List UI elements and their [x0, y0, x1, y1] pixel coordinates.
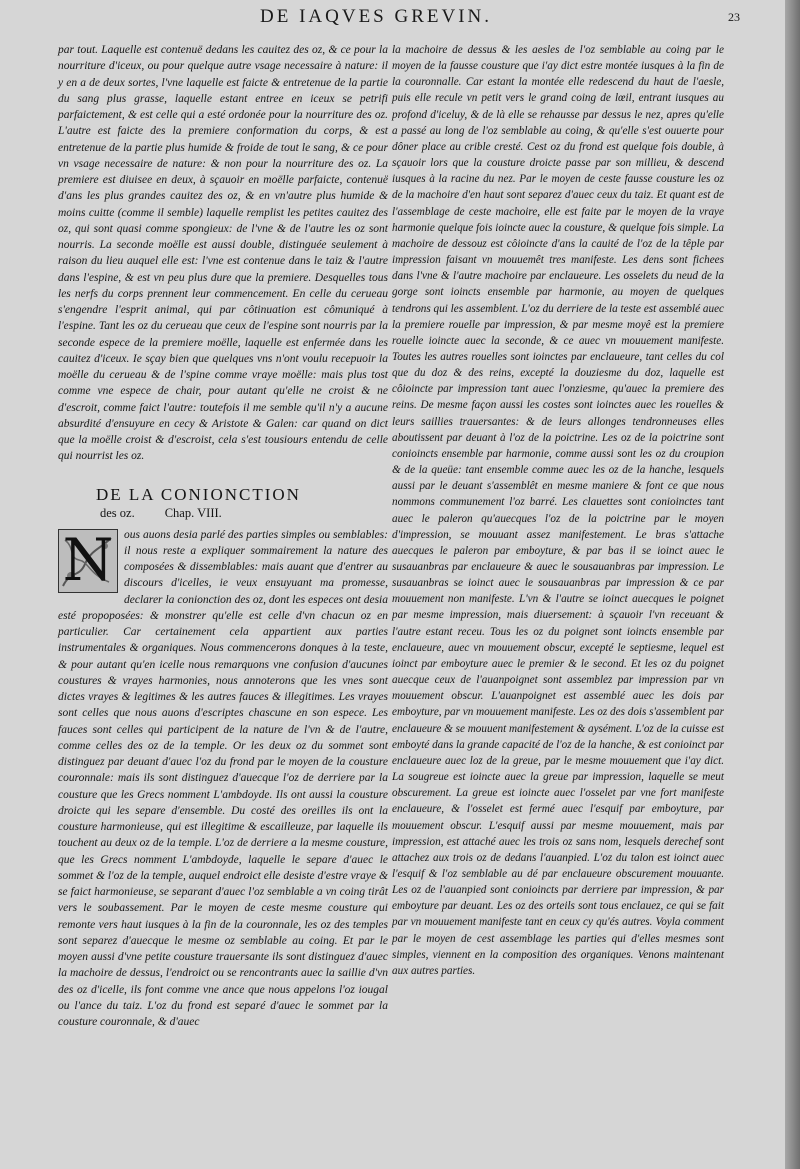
book-gutter-edge — [785, 0, 800, 1169]
paragraph-marrow: par tout. Laquelle est contenuë dedans les cauitez des oz, & ce pour la nourriture d'iceux, ou pour quelque autre vsage necessaire à nature: il y en a de deux sortes, l'vne laquelle est faicte & entretenue de la partie du sang plus grasse, laquelle estant entree en iceux se petrifi parfaictement, & est celle qui a esté ordonée pour la nourriture des oz. L'autre est faicte des la premiere conformation du corps, & est entretenue de la partie plus humide & froide de tout le sang, & ce pour vn vsage necessaire de nature: & non pour la nourriture des oz. La premiere est diuisee en deux, à sçauoir en moëlle parfaicte, contenuë d'ans les plus grandes cauitez des oz, & en vn'autre plus humide & moins cuitte (comme il semble) laquelle remplist les petites cauitez des oz, qui sont quasi comme spongieux: de l'vne & de l'autre les oz sont nourris. La seconde moëlle est aussi double, distinguée seulement à raison du lieu auquel elle est: l'vne est contenue dans le taiz & l'autre dans l'espine, & est vn peu plus dure que la premiere. Desquelles tous les nerfs du corps prennent leur commencement. En celle du cerueau s'engendre l'esprit animal, qui par côtinuation est cômuniqué à l'espine. Tant les oz du cerueau que ceux de l'espine sont nourris par la seconde espece de la premiere moëlle, laquelle est enfermée dans les cauitez d'iceux. Ie sçay bien que quelques vns n'ont voulu recepuoir la moëlle du cerueau & de l'spine comme vraye moëlle: mais plus tost comme vne espece de chair, pour autant qu'elle ne croist & ne d'escroit, comme faict l'autre: toutefois il me semble qu'il n'y a aucune absurdité d'ensuyure en cecy & Aristote & Galen: car quand on dict que la moëlle croist & d'escroist, cela s'est tousiours entendu de celle qui nourrist les oz. — [58, 44, 388, 463]
chapter-subtitle — [58, 505, 388, 521]
chapter-subtitle-text: des oz. — [100, 505, 135, 520]
chapter-heading — [58, 485, 388, 521]
chapter-title: DE LA CONIONCTION — [96, 484, 301, 504]
chapter-number: Chap. VIII. — [164, 505, 222, 520]
paragraph-skeleton-joints: la machoire de dessus & les aesles de l'oz semblable au coing par le moyen de la fausse cousture que i'ay dict estre montée iusques à la fin de la couronnalle. Car estant la montée elle redescend du haut de l'aesle, puis elle recule vn petit vers le grand coing de lœil, entrant iusques au profond d'iceluy, & de là elle se rehausse par dessus le nez, apres qu'elle a passé au long de l'oz semblable au coing, & qu'elle s'est ouuerte pour dôner place au crible cresté. Cest oz du frond est quelque fois double, à sçauoir lors que la cousture droicte passe par son millieu, & descend iusques à la racine du nez. Par le moyen de ceste fausse cousture les oz de la machoire d'en haut sont separez d'auec ceux du taiz. Et quant est de l'assemblage de ceste machoire, elle est faite par le moyen de la vraye harmonie quelque fois ioincte auec la cousture, & quelque fois simple. La machoire de dessouz est côioincte d'ans la cauité de l'oz de la têple par impression faisant vn mouuemêt tres manifeste. Les dens sont fichees dans l'vne & l'autre machoire par enclaueure. Les osselets du neud de la gorge sont ioincts ensemble par harmonie, au moyen de quelques tendrons qui les assemblent. L'oz du derriere de la teste est assemblé auec la premiere rouelle par impression, & par mesme moyê est la premiere rouelle ioincte auec la seconde, & ce auec vn mouuement manifeste. Toutes les autres rouelles sont ioinctes par enclaueure, tant celles du col que du doz & des reins, excepté la douziesme du doz, laquelle est côioincte par impression tant auec l'onziesme, qu'auec la premiere des reins. De mesme façon aussi les costes sont ioinctes auec les rouelles & leurs saillies trauersantes: & de leurs allonges tendronneuses elles aboutissent par deuant à l'oz de la poictrine. Les oz de la poictrine sont conioincts ensemble par harmonie, comme aussi sont les oz du croupion & de la queüe: tant ensemble comme auec les oz de la hanche, lesquels aussi par le deuant s'assemblêt en mesme maniere & font ce que nous nommons communement l'oz barré. Les clauettes sont conioinctes tant auec le paleron qu'auecques l'oz de la poictrine par le moyen d'impression, se mouuant assez manifestement. Le bras s'attache auecques le paleron par emboyture, & par bas il se ioinct auec le susauanbras par enclaueure & auec le sousauanbras par impression. Le susauanbras se ioinct auec le sousauanbras par impression & ce par mouuement non manifeste. L'vn & l'autre se ioinct auecques le poignet par mesme impression, mais diuersement: à sçauoir l'vn receuant & l'autre estant receu. Tous les oz du poignet sont ioincts ensemble par enclaueure, auec vn mouuement obscur, excepté le septiesme, lequel est ioinct par emboyture auec le premier & le second. Et les oz du poignet auecque ceux de l'auanpoignet sont assemblez par impression par vn mouuement obscur. L'auanpoignet est assemblé auec les dois par emboyture, par vn mouuement manifeste. Les oz des dois s'assemblent par enclaueure & se mouuent manifestement & aysément. L'oz de la cuisse est emboyté dans la grande capacité de l'oz de la hanche, & est conioinct par enclaueure auec loz de la greue, par le mesme mouuement que i'ay dict. La sougreue est ioincte auec la greue par impression, laquelle se meut obscurement. La greue est ioincte auec l'osselet par vne fort manifeste enclaueure, & l'osselet est fermé auec l'esquif par emboyture, par mouuement obscur. L'esquif aussi par mesme mouuement, mais par impression, est attaché auec les trois oz sans nom, lesquels derechef sont attachez aux trois oz de dedans l'auanpied. L'oz du talon est ioinct auec l'esquif & l'oz semblable au dé par enclaueure obscurement mouuante. Les oz de l'auanpied sont conioincts par derriere par impression, & par emboyture par deuant. Les oz des orteils sont tous enclauez, ce qui se fait par vn mouuement manifeste tant en ceux cy qu'és autres. Voyla comment par le moyen de cest assemblage les parties qui d'elles mesmes sont simples, viennent en la composition des organiques. Venons maintenant aux autres parties. — [392, 44, 724, 977]
right-column — [392, 42, 724, 979]
running-head — [200, 4, 740, 38]
ornamental-initial — [58, 529, 118, 593]
page-number: 23 — [728, 10, 740, 24]
running-title: DE IAQVES GREVIN. — [260, 6, 493, 27]
initial-letter: N — [62, 528, 114, 593]
paragraph-conjunction: ous auons desia parlé des parties simples ou semblables: il nous reste a expliquer sommairement la nature des composées & dissemblables: mais auant que d'entrer au discours d'icelles, ie veux ensuyuant ma promesse, declarer la conionction des oz, dont les especes ont desia esté propoposées: & monstrer qu'elle est celle d'vn chacun oz en particulier. Car certainement cela appartient aux parties instrumentales & organiques. Nous commencerons donques à la teste, & pour autant qu'en icelle nous remarquons vne confusion d'aucunes coustures & vrayes harmonies, nous annoterons que les vnes sont dictes vrayes & legitimes & les autres fauces & illegitimes. Les vrayes sont celles que nous auons d'escriptes chascune en son espece. Les fauces sont celles qui participent de la nature de l'vn & de l'autre, comme celles des oz de la temple. Or les deux oz du sommet sont distinguez par deuant d'auec l'oz du frond par le moyen de la cousture couronnale: mais ils sont distinguez d'auecque l'oz de derriere par la cousture que les Grecs nomment L'ambdoyde. Ils ont aussi la cousture droicte qui les separe d'ensemble. Du costé des oreilles ils ont la cousture harmonieuse, qui est illegitime & escailleuze, par laquelle ils touchent au deux oz de la temple. L'oz de derriere a la mesme cousture, que les Grecs nomment L'ambdoyde, laquelle le separe d'auec le sommet & l'oz de la temple, auquel endroict elle desiste d'estre vraye & se faict harmonieuse, se separant d'auec l'oz semblable a vn coing tirât vers le soubassement. Par le moyen de ceste mesme cousture qui remonte vers haut iusques à la fin de la couronnale, les oz des temples sont separez d'auecque le mesme oz semblable au coing. Et par le moyen aussi d'vne petite cousture trauersante ils sont distinguez d'auec la machoire de dessus, l'endroict ou se rencontrants auec la saillie d'vn des oz d'icelle, ils font comme vne ance que nous appelons l'oz iougal ou l'ance du taiz. L'oz du frond est separé d'auec le sommet par la cousture couronnale, & d'auec — [58, 528, 388, 1028]
left-column — [58, 42, 388, 1030]
